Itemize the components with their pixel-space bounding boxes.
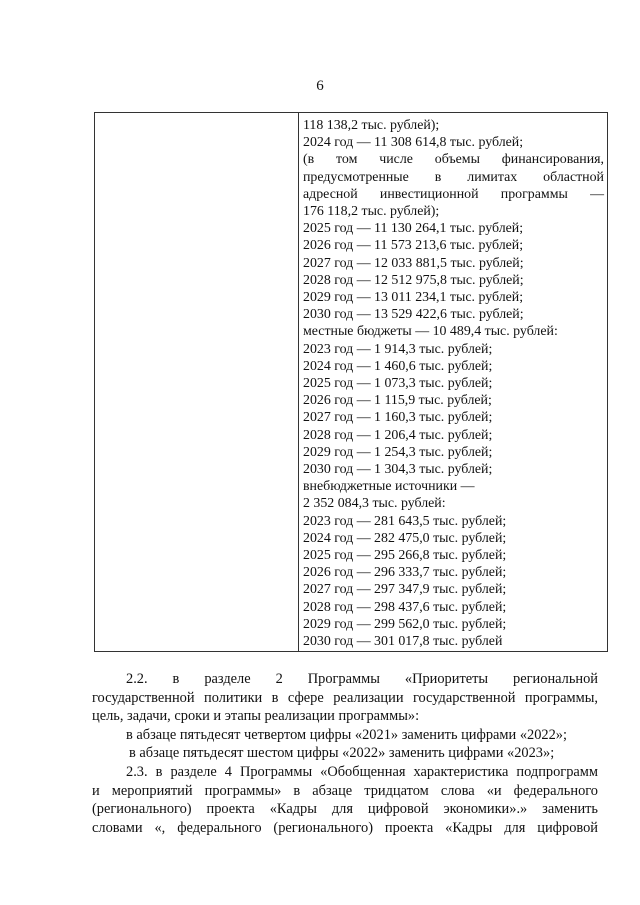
funding-line: местные бюджеты — 10 489,4 тыс. рублей:: [303, 324, 558, 340]
funding-line: 2024 год — 1 460,6 тыс. рублей;: [303, 358, 493, 374]
paragraph-line: и мероприятий программы» в абзаце тридцатом слова «и федерального: [92, 782, 598, 799]
funding-table: [94, 112, 608, 652]
funding-line: 2026 год — 11 573 213,6 тыс. рублей;: [303, 238, 524, 254]
funding-line: предусмотренные в лимитах областной: [303, 169, 604, 185]
funding-line: 2026 год — 1 115,9 тыс. рублей;: [303, 393, 492, 409]
table-right-cell: [303, 117, 604, 650]
funding-line: 2024 год — 282 475,0 тыс. рублей;: [303, 530, 507, 546]
paragraph-line: государственной политики в сфере реализации государственной программы,: [92, 689, 598, 706]
funding-line: 2030 год — 13 529 422,6 тыс. рублей;: [303, 307, 524, 323]
funding-line: внебюджетные источники —: [303, 479, 475, 495]
funding-line: 2027 год — 297 347,9 тыс. рублей;: [303, 582, 507, 598]
funding-line: 176 118,2 тыс. рублей);: [303, 204, 440, 220]
funding-line: 2028 год — 298 437,6 тыс. рублей;: [303, 599, 507, 615]
paragraph-line: (регионального) проекта «Кадры для цифровой экономики».» заменить: [92, 801, 598, 818]
funding-line: 2028 год — 1 206,4 тыс. рублей;: [303, 427, 493, 443]
funding-line: 2025 год — 295 266,8 тыс. рублей;: [303, 548, 507, 564]
paragraph-line: в абзаце пятьдесят четвертом цифры «2021» заменить цифрами «2022»;: [126, 726, 567, 743]
paragraph-line: 2.2. в разделе 2 Программы «Приоритеты региональной: [126, 671, 598, 687]
funding-line: 2026 год — 296 333,7 тыс. рублей;: [303, 565, 507, 581]
paragraph-line: 2.3. в разделе 4 Программы «Обобщенная характеристика подпрограмм: [126, 763, 598, 780]
funding-line: 2027 год — 1 160,3 тыс. рублей;: [303, 410, 493, 426]
funding-line: 2025 год — 1 073,3 тыс. рублей;: [303, 376, 493, 392]
funding-line: 2027 год — 12 033 881,5 тыс. рублей;: [303, 255, 524, 271]
funding-line: 2030 год — 1 304,3 тыс. рублей;: [303, 462, 493, 478]
funding-line: 2023 год — 281 643,5 тыс. рублей;: [303, 513, 507, 529]
funding-line: 2029 год — 1 254,3 тыс. рублей;: [303, 444, 493, 460]
page-number: 6: [316, 78, 324, 94]
paragraph-line: в абзаце пятьдесят шестом цифры «2022» заменить цифрами «2023»;: [129, 745, 555, 762]
funding-line: 2029 год — 13 011 234,1 тыс. рублей;: [303, 290, 524, 306]
funding-line: 2024 год — 11 308 614,8 тыс. рублей;: [303, 135, 524, 151]
funding-line: адресной инвестиционной программы —: [303, 186, 604, 202]
funding-line: 2030 год — 301 017,8 тыс. рублей: [303, 634, 503, 650]
funding-line: (в том числе объемы финансирования,: [303, 152, 604, 168]
paragraph-line: цель, задачи, сроки и этапы реализации программы»:: [92, 708, 420, 725]
funding-line: 118 138,2 тыс. рублей);: [303, 118, 440, 133]
document-body-text: [92, 670, 598, 837]
paragraph-line: словами «, федерального (регионального) проекта «Кадры для цифровой: [92, 819, 598, 836]
funding-line: 2 352 084,3 тыс. рублей:: [303, 496, 446, 512]
table-column-divider: [298, 113, 299, 651]
funding-line: 2028 год — 12 512 975,8 тыс. рублей;: [303, 272, 524, 288]
funding-line: 2025 год — 11 130 264,1 тыс. рублей;: [303, 221, 524, 237]
funding-line: 2023 год — 1 914,3 тыс. рублей;: [303, 341, 493, 357]
funding-line: 2029 год — 299 562,0 тыс. рублей;: [303, 616, 507, 632]
